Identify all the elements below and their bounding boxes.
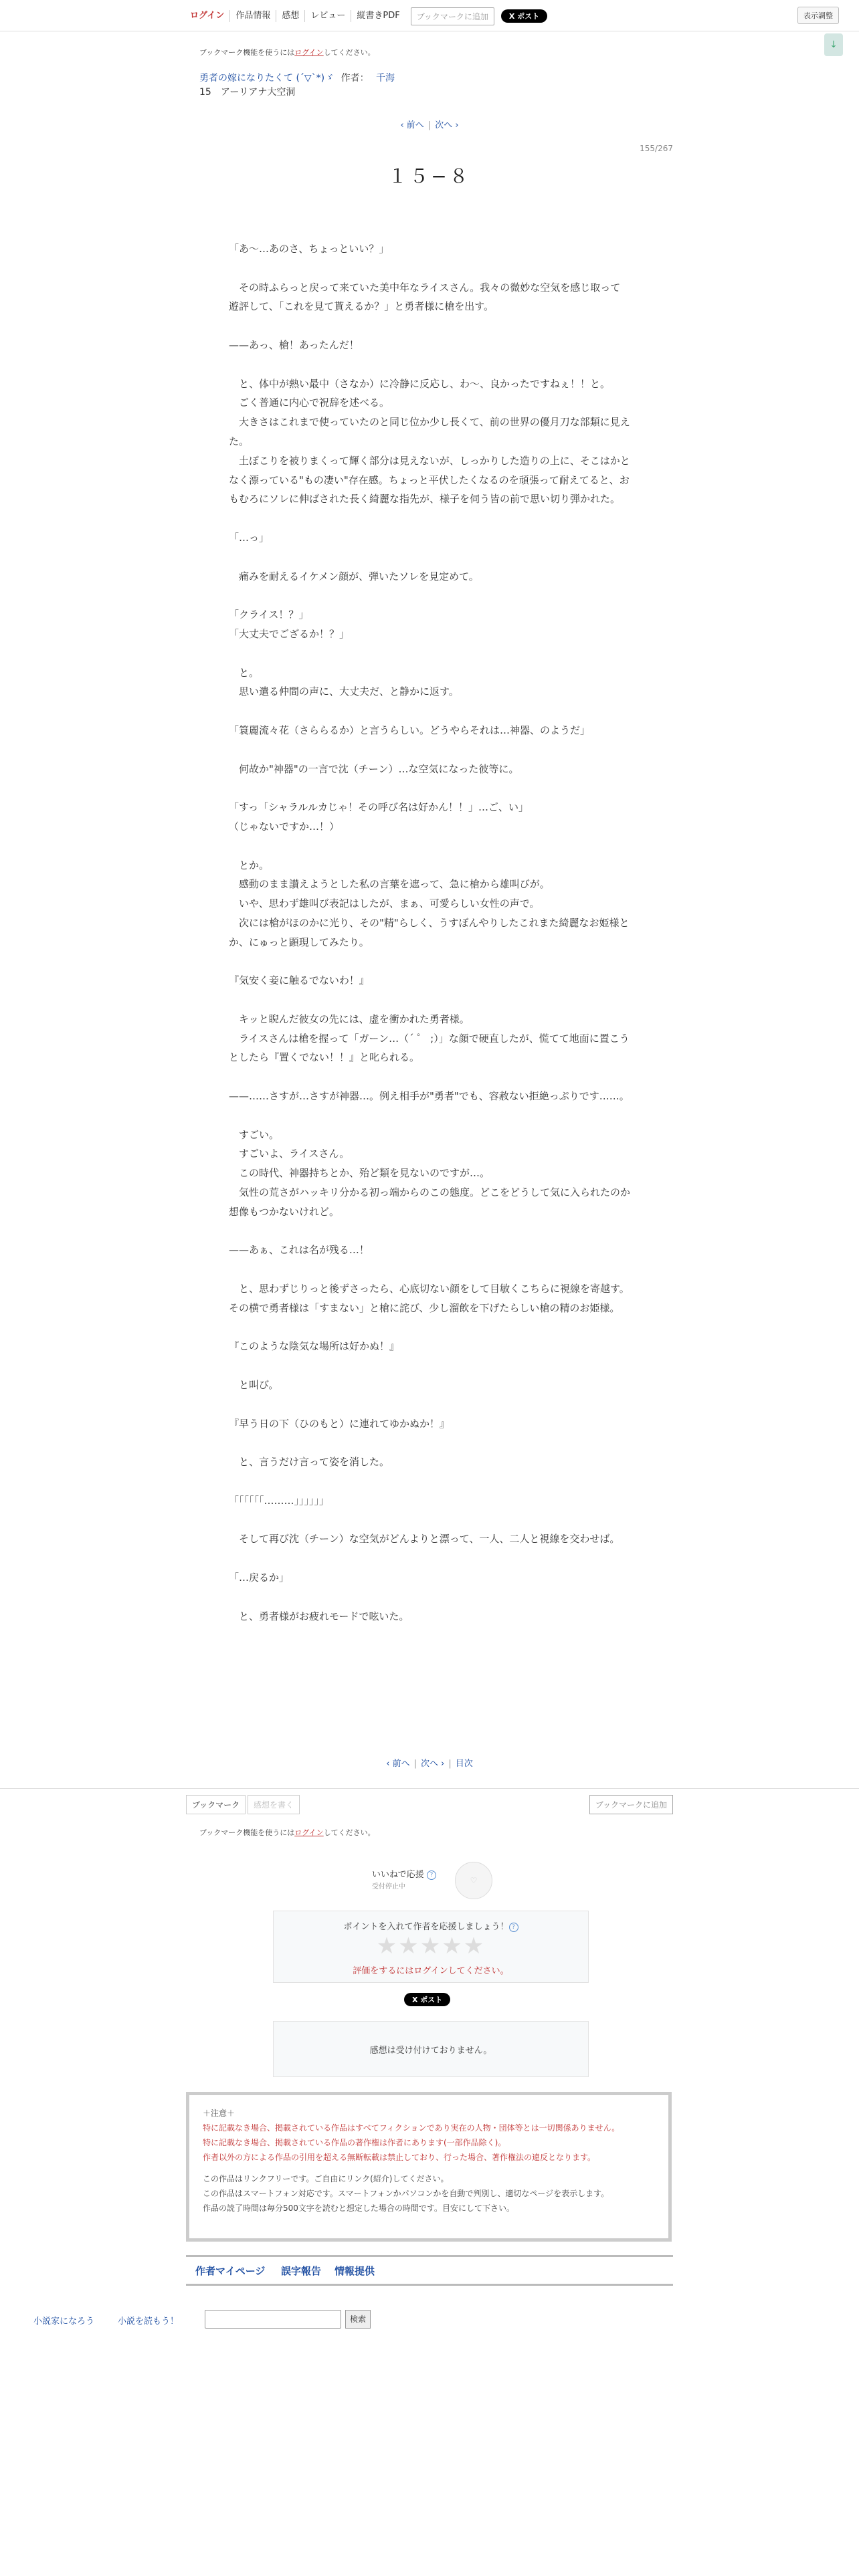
next-link-top[interactable]: 次へ › [435,120,459,130]
caution-gray-line: この作品はスマートフォン対応です。スマートフォンかパソコンかを自動で判別し、適切なページを表示します。 [203,2189,609,2198]
rating-box [273,1911,589,1983]
author-mypage-link[interactable]: 作者マイページ [195,2265,266,2277]
write-review-tab[interactable]: 感想を書く [248,1795,300,1814]
bookmark-add-button-bottom[interactable]: ブックマークに追加 [589,1795,673,1814]
bookmark-tab[interactable]: ブックマーク [186,1795,246,1814]
body-paragraph: この時代、神器持ちとか、殆ど類を見ないのですが…。 [229,1167,490,1180]
episode-title: １５−８ [388,165,471,187]
author-links-bar [186,2255,673,2286]
x-post-button-top[interactable]: X ポスト [501,9,547,23]
body-paragraph [229,1395,630,1414]
body-paragraph [229,778,630,798]
body-paragraph: 思い遣る仲間の声に、大丈夫だ、と静かに返す。 [229,685,459,698]
body-paragraph [229,990,630,1010]
body-paragraph: と、言うだけ言って姿を消した。 [229,1456,390,1469]
body-paragraph: 『早う日の下（ひのもと）に連れてゆかぬか！』 [229,1417,450,1430]
rating-login-link[interactable]: ログイン [413,1966,448,1976]
pager-bottom: ‹ 前へ | 次へ › | 目次 [386,1759,473,1769]
body-paragraph [229,1318,630,1337]
body-paragraph [229,1356,630,1376]
nav-reviews[interactable]: レビュー [305,10,351,22]
comments-box [273,2021,589,2077]
like-heart-icon: ♡ [455,1862,492,1899]
body-paragraph: とか。 [229,859,270,871]
body-paragraph: ごく普通に内心で祝辞を述べる。 [229,397,390,409]
body-paragraph: 痛みを耐えるイケメン顔が、弾いたソレを見定めて。 [229,570,479,582]
login-link[interactable]: ログイン [186,10,230,22]
scroll-down-arrow-icon[interactable]: ↓ [824,33,843,56]
body-paragraph [229,1433,630,1453]
become-writer-link[interactable]: 小説家になろう [33,2317,95,2327]
search-input[interactable] [205,2310,341,2329]
body-paragraph: （じゃないですか…！） [229,820,340,833]
body-paragraph [229,509,630,528]
caution-red-line: 作者以外の方による作品の引用を超える無断転載は禁止しており、行った場合、著作権法の違反となります。 [203,2153,596,2162]
nav-work-info[interactable]: 作品情報 [230,10,276,22]
caution-header: ＋注意＋ [203,2109,235,2118]
body-paragraph [229,548,630,567]
series-title-link[interactable]: 勇者の嫁になりたくて (´▽`*)ゞ [199,73,335,84]
body-paragraph: 気性の荒さがハッキリ分かる初っ端からのこの態度。どこをどうして気に入られたのか想像もつかないけれど。 [229,1186,631,1218]
like-label: いいねで応援 [372,1870,424,1880]
body-paragraph [229,740,630,760]
notice-login-link-bottom[interactable]: ログイン [294,1828,324,1837]
read-novels-link[interactable]: 小説を読もう！ [118,2317,179,2327]
rating-login-notice: 評価をするにはログインしてください。 [353,1966,509,1976]
rating-help-icon[interactable]: ? [509,1923,518,1932]
body-paragraph: 感動のまま讃えようとした私の言葉を遮って、急に槍から雄叫びが。 [229,878,550,891]
body-paragraph: 『気安く妾に触るでないわ！』 [229,974,369,987]
body-paragraph: 「大丈夫でござるか！？」 [229,627,350,640]
series-info [199,71,395,84]
body-paragraph: いや、思わず雄叫び表記はしたが、まぁ、可愛らしい女性の声で。 [229,897,540,910]
body-paragraph: と叫び。 [229,1379,279,1392]
novel-body [229,239,630,1626]
body-paragraph: と、体中が熱い最中（さなか）に冷静に反応し、わ〜、良かったですねぇ！！と。 [229,377,611,390]
caution-gray-line: この作品はリンクフリーです。ご自由にリンク(紹介)してください。 [203,2174,449,2183]
body-paragraph [229,316,630,336]
body-paragraph [229,1106,630,1125]
caution-box [186,2092,672,2242]
top-bar [0,0,859,31]
body-paragraph: その時ふらっと戻って来ていた美中年なライスさん。我々の微妙な空気を感じ取って遊評して、「これを見て貰えるか？」と勇者様に槍を出す。 [229,281,621,313]
caution-gray-line: 作品の読了時間は毎分500文字を読むと想定した場合の時間です。目安にして下さい。 [203,2204,514,2213]
body-paragraph [229,1067,630,1087]
bookmark-bar [186,1795,673,1815]
comments-closed-text: 感想は受け付けておりません。 [369,2046,492,2056]
body-paragraph: 何故か"神器"の一言で沈（チーン）…な空気になった彼等に。 [229,762,519,775]
body-paragraph: ——あっ、槍！あったんだ！ [229,338,359,351]
divider [0,1788,859,1789]
bookmark-add-button-top[interactable]: ブックマークに追加 [411,7,494,25]
toc-link[interactable]: 目次 [455,1759,473,1769]
body-paragraph [229,1511,630,1530]
body-paragraph: 「簑麗流々花（さららるか）と言うらしい。どうやらそれは…神器、のようだ」 [229,724,591,736]
author-label: 作者： [341,73,369,84]
body-paragraph [229,259,630,278]
body-paragraph [229,1260,630,1279]
body-paragraph: と、思わずじりっと後ずさったら、心底切ない顔をして目敏くこちらに視線を寄越す。その横で勇者様は「すまない」と槍に詫び、少し溜飲を下げたらしい槍の精のお姫様。 [229,1283,630,1314]
prev-link-bottom[interactable]: ‹ 前へ [386,1759,410,1769]
body-paragraph: ライスさんは槍を握って「ガーン…（´ ゜ ;）」な顔で硬直したが、慌てて地面に置こうとしたら『置くでない！！』と叱られる。 [229,1032,630,1064]
body-paragraph [229,837,630,856]
body-paragraph: 『このような陰気な場所は好かぬ！』 [229,1340,400,1353]
body-paragraph: と、勇者様がお疲れモードで呟いた。 [229,1610,409,1622]
prev-link-top[interactable]: ‹ 前へ [400,120,424,130]
author-link[interactable]: 千海 [376,73,395,84]
like-section [0,1860,859,1901]
caution-red-line: 特に記載なき場合、掲載されている作品はすべてフィクションであり実在の人物・団体等とは一切関係ありません。 [203,2123,620,2133]
body-paragraph [229,1222,630,1241]
bookmark-login-notice: ブックマーク機能を使うにはログインしてください。 [199,48,375,57]
body-paragraph: すごい。 [229,1128,280,1141]
body-paragraph: ——あぁ、これは名が残る…！ [229,1244,369,1257]
typo-report-link[interactable]: 誤字報告 [281,2265,322,2277]
body-paragraph: 土ぼこりを被りまくって輝く部分は見えないが、しっかりした造りの上に、そこはかとなく漂っている"もの凄い"存在感。ちょっと平伏したくなるのを頑張って耐えてると、おもむろにソレに伸ばされた長く綺麗な指先が、様子を伺う皆の前で思い切り弾かれた。 [229,454,630,506]
top-nav [186,7,547,25]
body-paragraph: 「すっ「シャラルルカじゃ！その呼び名は好かん！！」…ご、い」 [229,801,529,814]
episode-progress: 155/267 [640,144,673,153]
body-paragraph: 「「「「「「………」」」」」」 [229,1494,330,1507]
chapter-subtitle: 15 アーリアナ大空洞 [199,87,296,98]
nav-impressions[interactable]: 感想 [276,10,305,22]
pager-top: ‹ 前へ | 次へ › [400,120,459,130]
body-paragraph [229,952,630,971]
search-button[interactable]: 検索 [345,2310,371,2329]
body-paragraph: 「クライス！？」 [229,609,309,621]
footer [0,2306,859,2333]
body-paragraph [229,1588,630,1607]
body-paragraph: 「…戻るか」 [229,1571,290,1584]
body-paragraph: キッと睨んだ彼女の先には、虚を衝かれた勇者様。 [229,1012,470,1025]
info-provide-link[interactable]: 情報提供 [335,2265,375,2277]
body-paragraph [229,586,630,605]
rating-question: ポイントを入れて作者を応援しましょう！ [343,1922,509,1932]
body-paragraph [229,355,630,374]
body-paragraph [229,644,630,663]
body-paragraph: 「あ〜…あのさ、ちょっといい？」 [229,243,389,255]
body-paragraph: 大きさはこれまで使っていたのと同じ位か少し長くて、前の世界の優月刀な部類に見えた。 [229,416,630,447]
x-post-button-bottom[interactable]: X ポスト [404,1993,450,2006]
body-paragraph [229,1549,630,1568]
body-paragraph: そして再び沈（チーン）な空気がどんよりと漂って、一人、二人と視線を交わせば。 [229,1533,620,1545]
rating-stars-icon[interactable]: ★★★★★ [376,1933,486,1959]
body-paragraph: すごいよ、ライスさん。 [229,1148,350,1160]
body-paragraph: 「…っ」 [229,531,270,544]
bookmark-login-notice-bottom: ブックマーク機能を使うにはログインしてください。 [199,1828,375,1837]
caution-red-line: 特に記載なき場合、掲載されている作品の著作権は作者にあります(一部作品除く)。 [203,2138,506,2147]
body-paragraph: 次には槍がほのかに光り、その"精"らしく、うすぼんやりしたこれまた綺麗なお姫様とか、にゅっと顕現してみたり。 [229,916,630,948]
next-link-bottom[interactable]: 次へ › [420,1759,445,1769]
like-status: 受付停止中 [372,1883,405,1891]
nav-vertical-pdf[interactable]: 縦書きPDF [357,11,400,21]
body-paragraph [229,1472,630,1491]
body-paragraph [229,702,630,721]
body-paragraph: と。 [229,666,260,679]
like-help-icon[interactable]: ? [427,1870,436,1880]
display-settings-button[interactable]: 表示調整 [797,7,839,24]
body-paragraph: ——……さすが…さすが神器…。例え相手が"勇者"でも、容赦ない拒絶っぷりです……。 [229,1090,630,1103]
notice-login-link[interactable]: ログイン [294,48,324,57]
